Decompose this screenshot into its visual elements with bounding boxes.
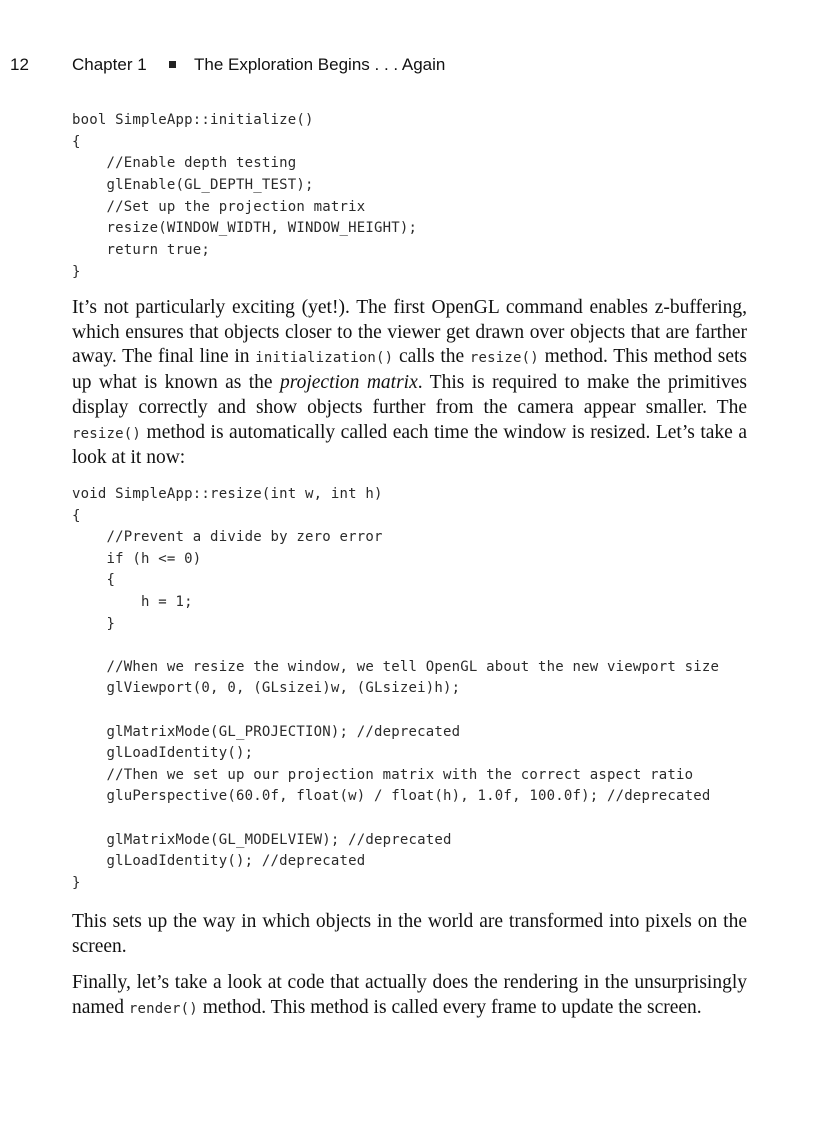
running-header [0, 55, 816, 79]
code-line: } [72, 874, 81, 891]
code-blank-line [72, 635, 719, 657]
chapter-label: Chapter 1 [72, 55, 147, 74]
inline-code: resize() [72, 425, 142, 442]
code-line: } [72, 263, 81, 280]
paragraph-text: This sets up the way in which objects in the world are transformed into pixels on the screen. [72, 911, 747, 957]
square-bullet-icon [169, 61, 176, 68]
code-line: if (h <= 0) [72, 550, 202, 567]
code-line: glMatrixMode(GL_PROJECTION); //deprecated [72, 723, 461, 740]
code-line: h = 1; [72, 593, 193, 610]
code-line: bool SimpleApp::initialize() [72, 112, 314, 128]
code-line: glEnable(GL_DEPTH_TEST); [72, 177, 314, 194]
code-block-initialize [72, 110, 417, 284]
page-number: 12 [10, 55, 29, 74]
paragraph-resize-summary [72, 910, 747, 959]
code-line: //Then we set up our projection matrix with the correct aspect ratio [72, 766, 694, 783]
paragraph-initialize-explanation [72, 296, 747, 471]
code-line: void SimpleApp::resize(int w, int h) [72, 486, 383, 502]
code-line: //When we resize the window, we tell OpenGL about the new viewport size [72, 658, 720, 675]
code-line: //Prevent a divide by zero error [72, 529, 383, 546]
code-line: //Enable depth testing [72, 155, 297, 172]
paragraph-text: method. This method sets up what is known as the [72, 346, 747, 394]
chapter-title: The Exploration Begins . . . Again [194, 55, 446, 74]
code-line: glLoadIdentity(); //deprecated [72, 853, 366, 870]
code-line: resize(WINDOW_WIDTH, WINDOW_HEIGHT); [72, 220, 418, 237]
paragraph-text: calls the [393, 346, 470, 368]
code-blank-line [72, 700, 719, 722]
inline-code: initialization() [255, 350, 394, 367]
paragraph-text: method. This method is called every frame to update the screen. [197, 996, 702, 1018]
code-line: glViewport(0, 0, (GLsizei)w, (GLsizei)h); [72, 680, 461, 697]
code-blank-line [72, 808, 719, 830]
paragraph-render-intro [72, 971, 747, 1021]
code-line: { [72, 572, 116, 589]
code-block-resize [72, 484, 719, 894]
code-line: glLoadIdentity(); [72, 745, 254, 762]
inline-code: resize() [469, 350, 539, 367]
paragraph-text: . This is required to make the primitives display correctly and show objects further from the camera appear smaller. The [72, 372, 748, 418]
inline-code: render() [128, 1000, 198, 1017]
paragraph-text: It’s not particularly exciting (yet!). The first OpenGL command enables z-buffering, which ensures that objects closer to the viewer get drawn over objects that are farther away. The final line in [72, 297, 747, 368]
code-line: { [72, 133, 81, 150]
code-line: //Set up the projection matrix [72, 198, 366, 215]
paragraph-text: Finally, let’s take a look at code that actually does the rendering in the unsurprisingly named [72, 972, 747, 1018]
code-line: glMatrixMode(GL_MODELVIEW); //deprecated [72, 831, 452, 848]
code-line: } [72, 615, 116, 632]
code-line: gluPerspective(60.0f, float(w) / float(h), 1.0f, 100.0f); //deprecated [72, 788, 711, 805]
code-line: { [72, 507, 81, 524]
code-line: return true; [72, 242, 211, 259]
paragraph-text: method is automatically called each time the window is resized. Let’s take a look at it now: [72, 421, 747, 469]
emphasis-term: projection matrix [279, 372, 418, 394]
